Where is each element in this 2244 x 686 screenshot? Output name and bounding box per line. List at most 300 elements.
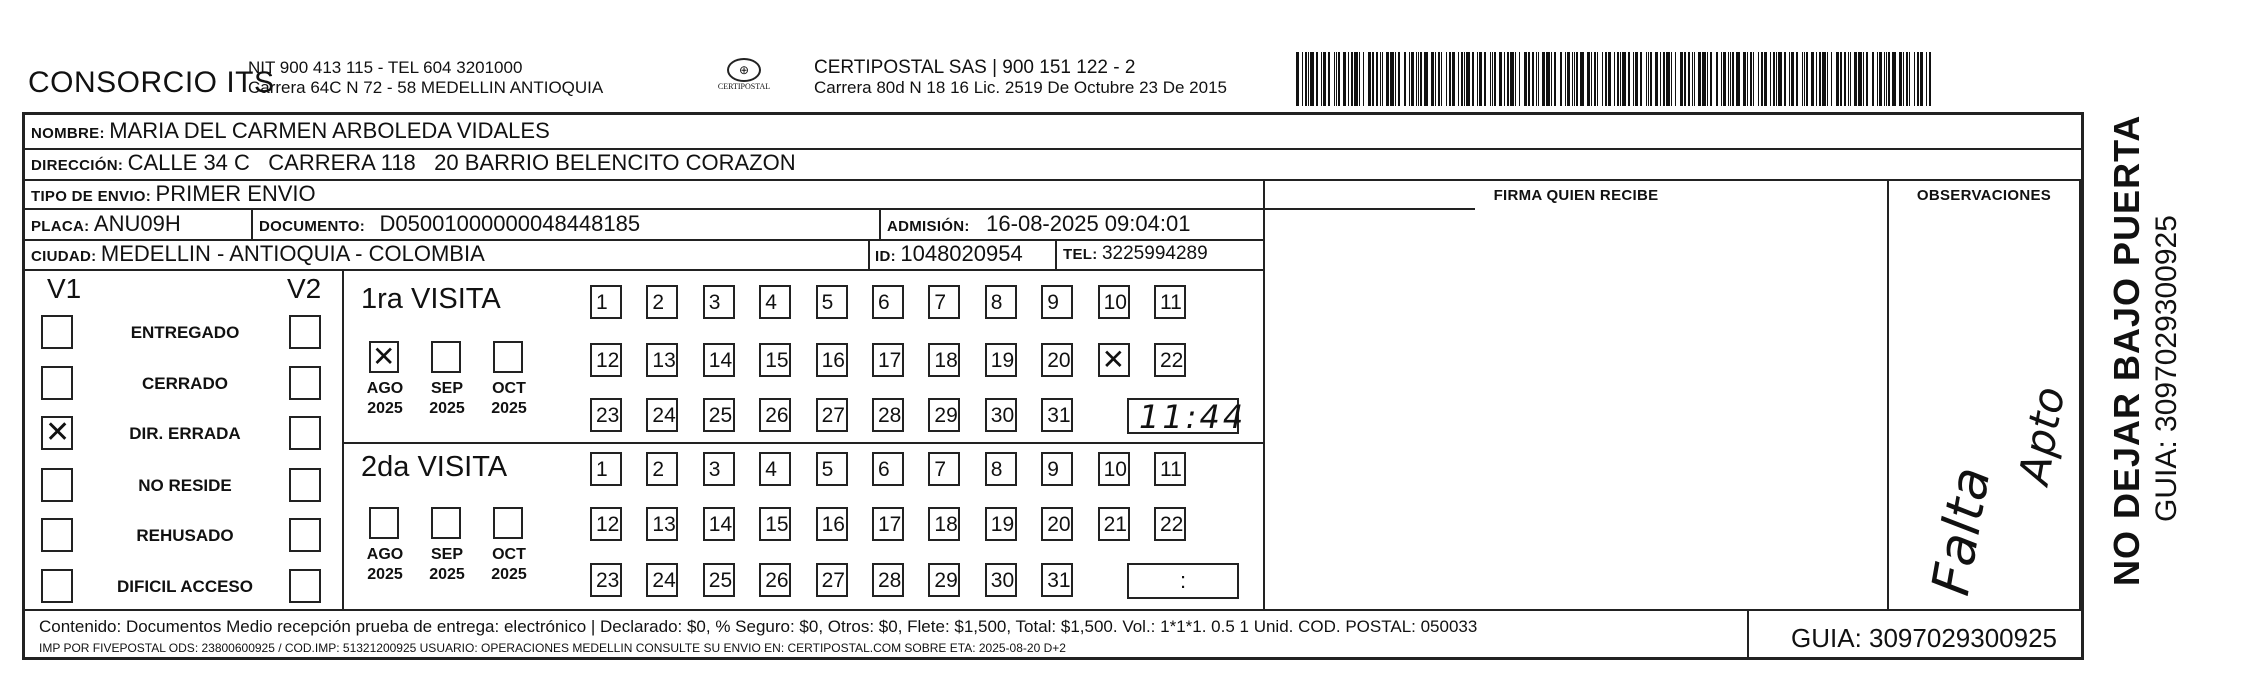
barcode-bar [1899, 52, 1902, 106]
barcode-bar [1438, 52, 1440, 106]
barcode-bar [1472, 52, 1474, 106]
certi-line2: Carrera 80d N 18 16 Lic. 2519 De Octubre 23 De 2015 [814, 78, 1227, 97]
barcode-bar [1716, 52, 1718, 106]
visit2-day-26[interactable] [759, 563, 791, 597]
barcode-bar [1617, 52, 1619, 106]
barcode-bar [1591, 52, 1592, 106]
documento-cell [259, 211, 640, 237]
visit2-day-12[interactable] [590, 507, 622, 541]
v1-checkbox[interactable] [41, 366, 73, 400]
barcode-bar [1542, 52, 1545, 106]
day-number: 14 [708, 513, 733, 536]
status-label: CERRADO [142, 374, 228, 393]
barcode-bar [1580, 52, 1584, 106]
barcode-bar [1892, 52, 1896, 106]
visit1-day-6[interactable] [872, 285, 904, 319]
v1-checkbox[interactable] [41, 315, 73, 349]
barcode-bar [1827, 52, 1828, 106]
barcode-bar [1926, 52, 1927, 106]
barcode-bar [1296, 52, 1299, 106]
barcode-bar [1359, 52, 1360, 106]
barcode-bar [1554, 52, 1556, 106]
visit2-day-3[interactable] [703, 452, 735, 486]
visit2-day-14[interactable] [703, 507, 735, 541]
visit1-day-17[interactable] [872, 343, 904, 377]
visit1-day-10[interactable] [1098, 285, 1130, 319]
barcode-bar [1305, 52, 1307, 106]
barcode-bar [1338, 52, 1340, 106]
barcode-bar [1773, 52, 1775, 106]
barcode-bar [1675, 52, 1676, 106]
placa-label: PLACA: [31, 218, 90, 235]
barcode-bar [1567, 52, 1570, 106]
barcode-bar [1409, 52, 1410, 106]
barcode-bar [1784, 52, 1786, 106]
certipostal-logo [708, 58, 780, 98]
visit1-day-8[interactable] [985, 285, 1017, 319]
v2-checkbox[interactable] [289, 468, 321, 502]
visit2-day-29[interactable] [928, 563, 960, 597]
barcode-bar [1380, 52, 1381, 106]
visit2-title: 2da VISITA [361, 451, 508, 483]
day-number: 2 [652, 458, 665, 481]
visit1-day-9[interactable] [1041, 285, 1073, 319]
barcode-bar [1608, 52, 1611, 106]
barcode-bar [1692, 52, 1693, 106]
documento-label: DOCUMENTO: [259, 218, 366, 235]
day-number: 1 [596, 458, 608, 481]
barcode-bar [1728, 52, 1729, 106]
visit2-day-5[interactable] [816, 452, 848, 486]
barcode-bar [1702, 52, 1706, 106]
visit1-time: 11:44 [1139, 398, 1247, 436]
delivery-form [22, 112, 2084, 660]
visit1-day-12[interactable] [590, 343, 622, 377]
barcode-bar [1515, 52, 1516, 106]
barcode-bar [1698, 52, 1701, 106]
visit2-month-checkbox[interactable] [369, 507, 399, 539]
visit1-title: 1ra VISITA [361, 283, 501, 315]
barcode-bar [1761, 52, 1763, 106]
barcode-bar [1416, 52, 1417, 106]
visit1-month-label [361, 379, 409, 419]
visit1-day-30[interactable] [985, 398, 1017, 432]
logo-text: CERTIPOSTAL [717, 82, 771, 91]
day-number: 28 [878, 404, 902, 427]
barcode-bar [1398, 52, 1400, 106]
visit2-month-label [361, 545, 409, 585]
month-year: 2025 [429, 400, 465, 417]
day-number: 28 [878, 569, 902, 592]
visit2-day-16[interactable] [816, 507, 848, 541]
day-number: 11 [1160, 291, 1182, 314]
day-number: 27 [821, 569, 845, 592]
day-number: 1 [596, 291, 608, 314]
barcode-bar [1850, 52, 1851, 106]
v1-checkbox[interactable] [41, 468, 73, 502]
barcode-bar [1903, 52, 1904, 106]
barcode-bar [1484, 52, 1486, 106]
v2-checkbox[interactable] [289, 315, 321, 349]
barcode-bar [1602, 52, 1603, 106]
barcode-bar [1778, 52, 1782, 106]
visit1-day-15[interactable] [759, 343, 791, 377]
visit1-month-label [485, 379, 533, 419]
barcode-bar [1723, 52, 1726, 106]
day-number: 7 [934, 458, 947, 481]
barcode-bar [1587, 52, 1590, 106]
barcode-bar [1914, 52, 1915, 106]
day-number: 11 [1160, 458, 1182, 481]
visit1-day-4[interactable] [759, 285, 791, 319]
visit2-day-8[interactable] [985, 452, 1017, 486]
id-label: ID: [875, 248, 896, 265]
day-number: 19 [990, 513, 1015, 536]
barcode-bar [1796, 52, 1798, 106]
observaciones-header: OBSERVACIONES [1916, 187, 2052, 204]
barcode-bar [1321, 52, 1322, 106]
ciudad-label: CIUDAD: [31, 248, 97, 265]
v2-checkbox[interactable] [289, 518, 321, 552]
barcode-bar [1479, 52, 1482, 106]
barcode-bar [1334, 52, 1335, 106]
barcode-bar [1758, 52, 1759, 106]
visit1-day-13[interactable] [646, 343, 678, 377]
ciudad-value: MEDELLIN - ANTIOQUIA - COLOMBIA [100, 241, 485, 266]
documento-value: D05001000000048448185 [379, 211, 641, 236]
visit2-day-15[interactable] [759, 507, 791, 541]
day-number: 13 [652, 513, 676, 536]
certi-line1: CERTIPOSTAL SAS | 900 151 122 - 2 [814, 57, 1136, 78]
day-number: 30 [990, 404, 1015, 427]
barcode-bar [1452, 52, 1455, 106]
visit1-day-18[interactable] [928, 343, 960, 377]
tel-label: TEL: [1063, 246, 1098, 263]
visit2-day-31[interactable] [1041, 563, 1073, 597]
barcode-bar [1917, 52, 1919, 106]
barcode-bar [1477, 52, 1478, 106]
visit1-day-26[interactable] [759, 398, 791, 432]
observation-handwriting-2: Apto [2009, 383, 2075, 488]
barcode-bar [1854, 52, 1857, 106]
day-number: 25 [708, 404, 733, 427]
barcode-bar [1431, 52, 1434, 106]
visit2-time-placeholder: : [1179, 568, 1187, 593]
barcode-bar [1302, 52, 1303, 106]
barcode-bar [1576, 52, 1578, 106]
footer-guia: GUIA: 3097029300925 [1791, 623, 2057, 653]
visit2-day-1[interactable] [590, 452, 622, 486]
barcode-bar [1633, 52, 1634, 106]
visit1-month-checkbox[interactable] [431, 341, 461, 373]
checked-x-icon: ✕ [1101, 343, 1126, 376]
barcode-bar [1863, 52, 1864, 106]
checked-x-icon: ✕ [45, 415, 71, 450]
barcode-bar [1671, 52, 1672, 106]
visit1-day-1[interactable] [590, 285, 622, 319]
month-name: OCT [492, 546, 526, 563]
visit1-day-14[interactable] [703, 343, 735, 377]
company-info [248, 58, 603, 98]
day-number: 23 [596, 404, 620, 427]
status-label: DIFICIL ACCESO [116, 577, 253, 596]
barcode-bar [1536, 52, 1537, 106]
visit2-day-25[interactable] [703, 563, 735, 597]
visit1-day-22[interactable] [1154, 343, 1186, 377]
month-name: AGO [366, 380, 404, 397]
visit1-day-25[interactable] [703, 398, 735, 432]
visit2-month-label [485, 545, 533, 585]
checked-x-icon: ✕ [372, 340, 396, 373]
barcode-bar [1354, 52, 1358, 106]
day-number: 22 [1160, 513, 1184, 536]
ciudad-cell [31, 241, 485, 267]
barcode-bar [1680, 52, 1683, 106]
barcode-bar [1614, 52, 1615, 106]
visit1-day-11[interactable] [1154, 285, 1186, 319]
barcode-bar [1382, 52, 1383, 106]
visit2-month-checkbox[interactable] [493, 507, 523, 539]
tipo-value: PRIMER ENVIO [155, 181, 316, 206]
day-number: 17 [878, 349, 902, 372]
barcode-bar [1694, 52, 1695, 106]
firma-header: FIRMA QUIEN RECIBE [1493, 187, 1659, 204]
day-number: 15 [765, 513, 789, 536]
direccion-value: CALLE 34 C CARRERA 118 20 BARRIO BELENCITO CORAZON [127, 150, 796, 175]
tipo-label: TIPO DE ENVIO: [31, 188, 152, 205]
visit2-day-4[interactable] [759, 452, 791, 486]
barcode-bar [1819, 52, 1821, 106]
visit1-day-24[interactable] [646, 398, 678, 432]
barcode-bar [1507, 52, 1509, 106]
day-number: 16 [821, 513, 845, 536]
day-number: 31 [1047, 569, 1071, 592]
visit1-month-checkbox[interactable] [369, 341, 399, 373]
barcode-bar [1620, 52, 1621, 106]
visit2-day-20[interactable] [1041, 507, 1073, 541]
v2-checkbox[interactable] [289, 416, 321, 450]
barcode-bar [1368, 52, 1371, 106]
day-number: 18 [934, 513, 958, 536]
barcode-bar [1666, 52, 1670, 106]
v2-checkbox[interactable] [289, 569, 321, 603]
barcode-bar [1688, 52, 1690, 106]
visit1-day-16[interactable] [816, 343, 848, 377]
barcode-bar [1504, 52, 1505, 106]
barcode-bar [1753, 52, 1754, 106]
tel-cell [1063, 243, 1208, 265]
visit2-day-7[interactable] [928, 452, 960, 486]
barcode-bar [1390, 52, 1394, 106]
month-year: 2025 [429, 566, 465, 583]
barcode-bar [1648, 52, 1649, 106]
day-number: 8 [990, 291, 1003, 314]
visit2-day-18[interactable] [928, 507, 960, 541]
day-number: 2 [652, 291, 665, 314]
visit1-day-31[interactable] [1041, 398, 1073, 432]
day-number: 18 [934, 349, 958, 372]
day-number: 5 [821, 291, 834, 314]
barcode-bar [1732, 52, 1734, 106]
visit2-day-22[interactable] [1154, 507, 1186, 541]
barcode-bar [1594, 52, 1596, 106]
barcode-bar [1770, 52, 1771, 106]
barcode-bar [1435, 52, 1436, 106]
visit1-day-3[interactable] [703, 285, 735, 319]
barcode-bar [1879, 52, 1882, 106]
barcode-bar [1363, 52, 1364, 106]
day-number: 3 [708, 458, 721, 481]
visit1-day-21[interactable] [1098, 343, 1130, 377]
barcode-bar [1551, 52, 1552, 106]
barcode-bar [1743, 52, 1746, 106]
barcode-bar [1789, 52, 1790, 106]
v1-checkbox[interactable] [41, 569, 73, 603]
v2-header: V2 [287, 273, 322, 304]
barcode-bar [1458, 52, 1459, 106]
barcode-bar [1822, 52, 1826, 106]
barcode-bar [1499, 52, 1502, 106]
day-number: 12 [596, 349, 620, 372]
barcode-bar [1372, 52, 1374, 106]
visit2-day-2[interactable] [646, 452, 678, 486]
barcode-bar [1574, 52, 1575, 106]
v1-checkbox[interactable] [41, 416, 73, 450]
visit1-month-label [423, 379, 471, 419]
month-year: 2025 [491, 566, 527, 583]
barcode-bar [1886, 52, 1887, 106]
visit2-day-11[interactable] [1154, 452, 1186, 486]
visit1-day-2[interactable] [646, 285, 678, 319]
barcode-bar [1343, 52, 1346, 106]
barcode-bar [1920, 52, 1923, 106]
barcode-bar [1492, 52, 1493, 106]
visit1-month-checkbox[interactable] [493, 341, 523, 373]
footer-contenido: Contenido: Documentos Medio recepción prueba de entrega: electrónico | Declarado: $0, % Seguro: $0, Otros: $0, Flete: $1,500, Total: $1,500. Vol.: 1*1*1. 0.5 1 Unid. COD. POSTAL: 050033 [39, 617, 1478, 636]
visit2-month-checkbox[interactable] [431, 507, 461, 539]
visit1-day-20[interactable] [1041, 343, 1073, 377]
month-name: AGO [366, 546, 404, 563]
barcode-bar [1348, 52, 1349, 106]
visit1-day-27[interactable] [816, 398, 848, 432]
barcode-bar [1844, 52, 1846, 106]
day-number: 20 [1047, 513, 1071, 536]
visit2-day-19[interactable] [985, 507, 1017, 541]
barcode-bar [1684, 52, 1686, 106]
barcode-bar [1560, 52, 1562, 106]
barcode-bar [1411, 52, 1414, 106]
day-number: 26 [765, 404, 789, 427]
barcode-bar [1884, 52, 1885, 106]
visit1-day-29[interactable] [928, 398, 960, 432]
visit2-day-23[interactable] [590, 563, 622, 597]
direccion-label: DIRECCIÓN: [31, 157, 124, 174]
day-number: 5 [821, 458, 834, 481]
status-label: NO RESIDE [138, 476, 232, 495]
month-year: 2025 [491, 400, 527, 417]
day-number: 19 [990, 349, 1015, 372]
address-line: Carrera 64C N 72 - 58 MEDELLIN ANTIOQUIA [248, 78, 604, 97]
barcode-bar [1836, 52, 1839, 106]
barcode-bar [1655, 52, 1658, 106]
company-name: CONSORCIO ITS [28, 66, 275, 99]
visit2-day-21[interactable] [1098, 507, 1130, 541]
barcode-bar [1510, 52, 1514, 106]
barcode-bar [1888, 52, 1890, 106]
barcode-bar [1806, 52, 1808, 106]
barcode-bar [1546, 52, 1550, 106]
day-number: 14 [708, 349, 733, 372]
id-value: 1048020954 [900, 241, 1023, 266]
month-name: SEP [430, 380, 463, 397]
barcode-bar [1532, 52, 1534, 106]
observation-handwriting-1: Falta [1921, 462, 2003, 600]
visit2-day-10[interactable] [1098, 452, 1130, 486]
v2-checkbox[interactable] [289, 366, 321, 400]
visit1-day-28[interactable] [872, 398, 904, 432]
visit2-day-17[interactable] [872, 507, 904, 541]
visit1-time-box[interactable] [1127, 398, 1247, 436]
day-number: 12 [596, 513, 620, 536]
day-number: 24 [652, 569, 676, 592]
barcode-bar [1386, 52, 1389, 106]
visit1-day-5[interactable] [816, 285, 848, 319]
barcode-bar [1622, 52, 1626, 106]
barcode-bar [1721, 52, 1722, 106]
visit2-day-13[interactable] [646, 507, 678, 541]
day-number: 26 [765, 569, 789, 592]
v1-checkbox[interactable] [41, 518, 73, 552]
visit2-day-24[interactable] [646, 563, 678, 597]
day-number: 7 [934, 291, 947, 314]
day-number: 25 [708, 569, 733, 592]
barcode-bar [1858, 52, 1862, 106]
day-number: 27 [821, 404, 845, 427]
visit1-day-23[interactable] [590, 398, 622, 432]
visit2-time-box[interactable] [1127, 563, 1239, 599]
barcode-bar [1597, 52, 1598, 106]
barcode-bar [1308, 52, 1309, 106]
barcode-bar [1750, 52, 1752, 106]
admision-cell [887, 211, 1190, 237]
day-number: 10 [1103, 291, 1127, 314]
day-number: 23 [596, 569, 620, 592]
nombre-value: MARIA DEL CARMEN ARBOLEDA VIDALES [109, 118, 550, 143]
barcode-bar [1519, 52, 1520, 106]
visit2-day-9[interactable] [1041, 452, 1073, 486]
visit1-day-19[interactable] [985, 343, 1017, 377]
visit2-day-27[interactable] [816, 563, 848, 597]
barcode-bar [1848, 52, 1849, 106]
day-number: 4 [765, 458, 777, 481]
day-number: 29 [934, 404, 958, 427]
visit2-day-28[interactable] [872, 563, 904, 597]
day-number: 3 [708, 291, 721, 314]
barcode-bar [1730, 52, 1731, 106]
barcode-bar [1328, 52, 1330, 106]
barcode-bar [1524, 52, 1527, 106]
barcode [1296, 52, 1936, 106]
footer-imp: IMP POR FIVEPOSTAL ODS: 23800600925 / COD.IMP: 51321200925 USUARIO: OPERACIONES MEDELLIN CONSULTE SU ENVIO EN: CERTIPOSTAL.COM SOBRE ETA: 2025-08-20 D+2 [39, 641, 1066, 655]
barcode-bar [1663, 52, 1665, 106]
barcode-bar [1802, 52, 1803, 106]
visit1-day-7[interactable] [928, 285, 960, 319]
visit2-day-30[interactable] [985, 563, 1017, 597]
barcode-bar [1646, 52, 1647, 106]
month-name: OCT [492, 380, 526, 397]
visit2-day-6[interactable] [872, 452, 904, 486]
status-label: ENTREGADO [130, 323, 240, 342]
